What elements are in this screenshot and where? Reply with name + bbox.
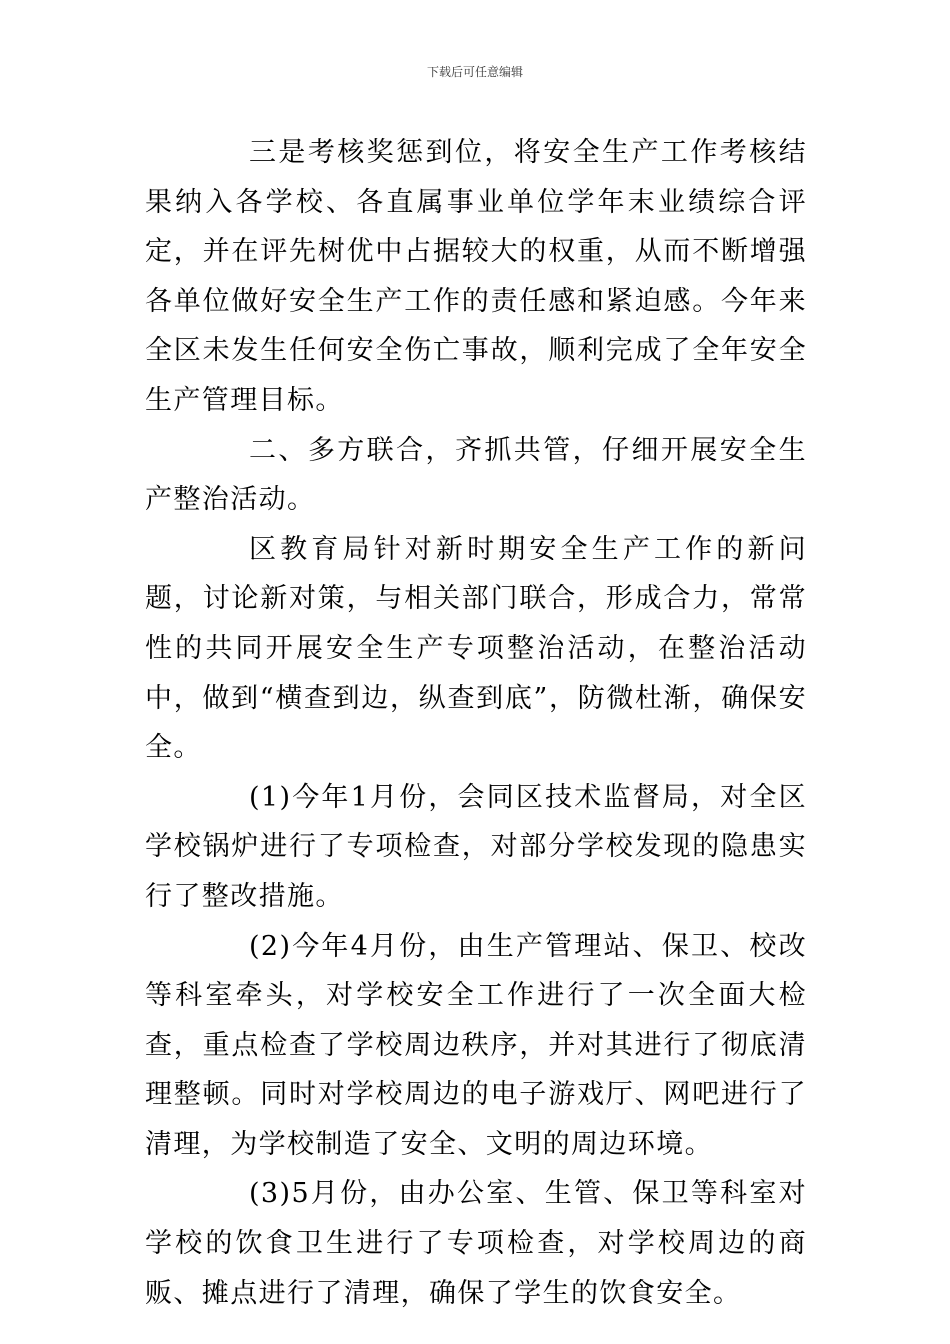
- paragraph-assessment: 三是考核奖惩到位，将安全生产工作考核结果纳入各学校、各直属事业单位学年末业绩综合评定，并在评先树优中占据较大的权重，从而不断增强各单位做好安全生产工作的责任感和紧迫感。今年来全区未发生任何安全伤亡事故，顺利完成了全年安全生产管理目标。: [145, 137, 807, 416]
- paragraph-item-2: (2)今年4月份，由生产管理站、保卫、校改等科室牵头，对学校安全工作进行了一次全面大检查，重点检查了学校周边秩序，并对其进行了彻底清理整顿。同时对学校周边的电子游戏厅、网吧进行了清理，为学校制造了安全、文明的周边环境。: [145, 930, 807, 1160]
- paragraph-item-3: (3)5月份，由办公室、生管、保卫等科室对学校的饮食卫生进行了专项检查，对学校周边的商贩、摊点进行了清理，确保了学生的饮食安全。: [145, 1178, 807, 1309]
- paragraph-bureau-actions: 区教育局针对新时期安全生产工作的新问题，讨论新对策，与相关部门联合，形成合力，常常性的共同开展安全生产专项整治活动，在整治活动中，做到“横查到边，纵查到底”，防微杜渐，确保安全。: [145, 533, 807, 764]
- paragraph-section-heading: 二、多方联合，齐抓共管，仔细开展安全生产整治活动。: [145, 434, 807, 516]
- document-body: [145, 128, 807, 1318]
- page-header: 下载后可任意编辑: [426, 65, 523, 79]
- paragraph-item-1: (1)今年1月份，会同区技术监督局，对全区学校锅炉进行了专项检查，对部分学校发现的隐患实行了整改措施。: [145, 781, 807, 912]
